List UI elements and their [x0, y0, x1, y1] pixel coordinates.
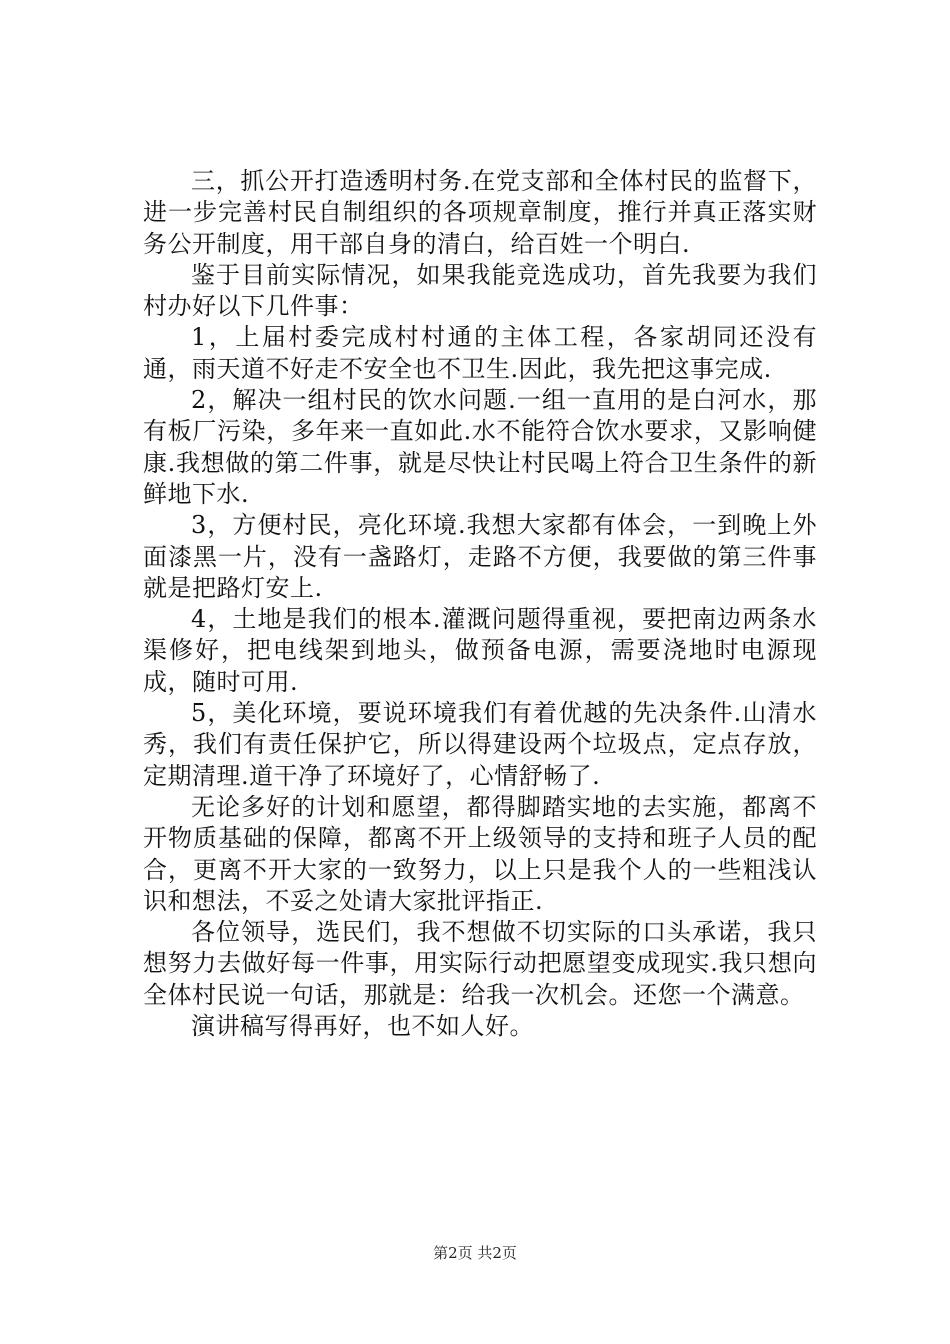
paragraph-7: 5，美化环境，要说环境我们有着优越的先决条件.山清水秀，我们有责任保护它，所以得建设两个垃圾点，定点存放，定期清理.道干净了环境好了，心情舒畅了. [143, 699, 817, 790]
paragraph-9: 各位领导，选民们，我不想做不切实际的口头承诺，我只想努力去做好每一件事，用实际行动把愿望变成现实.我只想向全体村民说一句话，那就是：给我一次机会。还您一个满意。 [143, 918, 817, 1009]
paragraph-5: 3，方便村民，亮化环境.我想大家都有体会，一到晚上外面漆黑一片，没有一盏路灯，走路不方便，我要做的第三件事就是把路灯安上. [143, 511, 817, 602]
page-number-footer: 第2页 共2页 [433, 1244, 517, 1262]
paragraph-4: 2，解决一组村民的饮水问题.一组一直用的是白河水，那有板厂污染，多年来一直如此.水不能符合饮水要求，又影响健康.我想做的第二件事，就是尽快让村民喝上符合卫生条件的新鲜地下水. [143, 386, 817, 508]
document-body [143, 166, 817, 1042]
paragraph-1: 三，抓公开打造透明村务.在党支部和全体村民的监督下，进一步完善村民自制组织的各项规章制度，推行并真正落实财务公开制度，用干部自身的清白，给百姓一个明白. [143, 167, 817, 258]
paragraph-8: 无论多好的计划和愿望，都得脚踏实地的去实施，都离不开物质基础的保障，都离不开上级领导的支持和班子人员的配合，更离不开大家的一致努力，以上只是我个人的一些粗浅认识和想法，不妥之处请大家批评指正. [143, 792, 817, 915]
paragraph-10: 演讲稿写得再好，也不如人好。 [191, 1012, 534, 1041]
paragraph-6: 4，土地是我们的根本.灌溉问题得重视，要把南边两条水渠修好，把电线架到地头，做预备电源，需要浇地时电源现成，随时可用. [143, 605, 817, 696]
paragraph-2: 鉴于目前实际情况，如果我能竞选成功，首先我要为我们村办好以下几件事： [143, 260, 817, 321]
paragraph-3: 1，上届村委完成村村通的主体工程，各家胡同还没有通，雨天道不好走不安全也不卫生.因此，我先把这事完成. [143, 323, 817, 383]
